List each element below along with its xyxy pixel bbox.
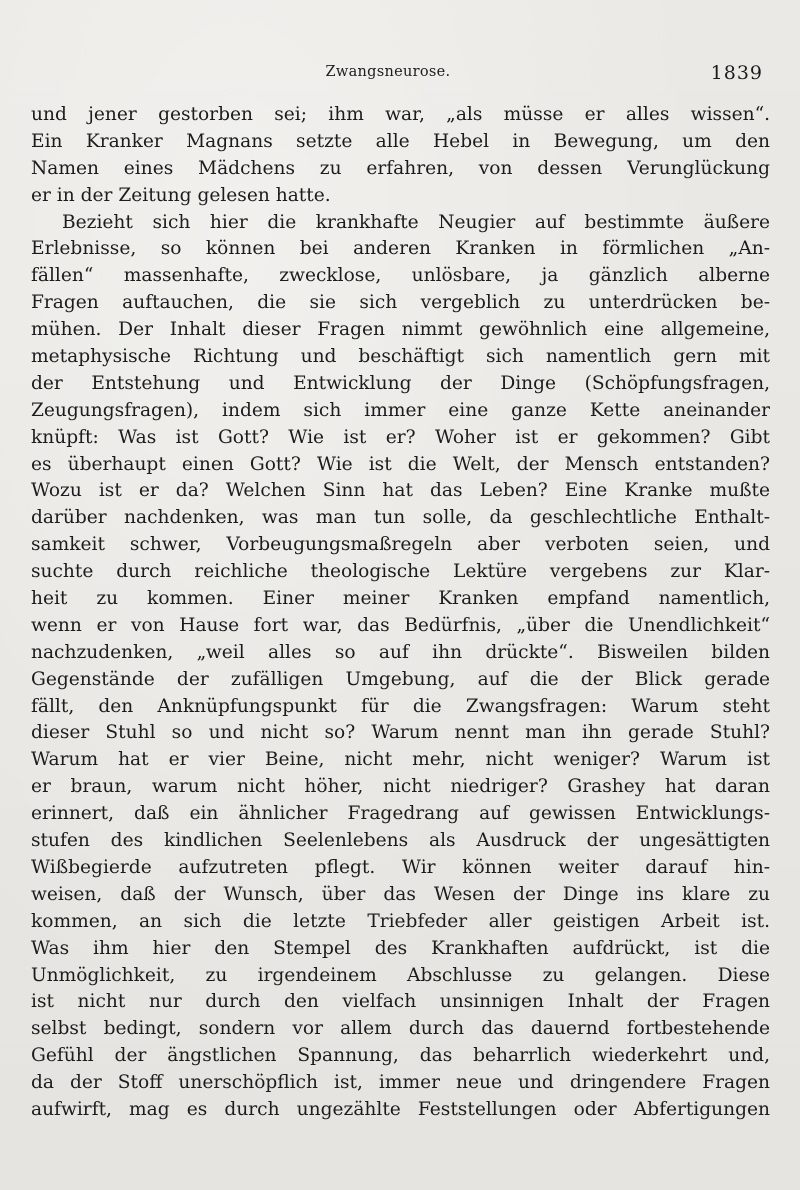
text-line: darüber nachdenken, was man tun solle, da geschlechtliche Enthalt- xyxy=(31,507,770,529)
text-line: weisen, daß der Wunsch, über das Wesen der Dinge ins klare zu xyxy=(31,883,770,905)
text-line: ist nicht nur durch den vielfach unsinnigen Inhalt der Fragen xyxy=(31,991,770,1013)
running-head: Zwangsneurose. xyxy=(325,64,451,80)
body-text xyxy=(31,102,770,1124)
text-line: Ein Kranker Magnans setzte alle Hebel in Bewegung, um den xyxy=(31,130,770,152)
text-line: es überhaupt einen Gott? Wie ist die Welt, der Mensch entstanden? xyxy=(31,453,770,475)
text-line: und jener gestorben sei; ihm war, „als müsse er alles wissen“. xyxy=(31,104,770,125)
text-line: knüpft: Was ist Gott? Wie ist er? Woher ist er gekommen? Gibt xyxy=(31,426,770,448)
text-line: Erlebnisse, so können bei anderen Kranken in förmlichen „An- xyxy=(31,238,770,260)
page-header xyxy=(0,62,800,86)
text-line: Unmöglichkeit, zu irgendeinem Abschlusse zu gelangen. Diese xyxy=(31,964,770,986)
text-line: aufwirft, mag es durch ungezählte Feststellungen oder Abfertigungen xyxy=(31,1098,770,1120)
text-line: er braun, warum nicht höher, nicht niedriger? Grashey hat daran xyxy=(31,776,770,798)
text-line: fällen“ massenhafte, zwecklose, unlösbare, ja gänzlich alberne xyxy=(31,265,770,287)
text-line: Wozu ist er da? Welchen Sinn hat das Leben? Eine Kranke mußte xyxy=(31,480,770,502)
text-line: kommen, an sich die letzte Triebfeder aller geistigen Arbeit ist. xyxy=(31,910,770,932)
text-line: Bezieht sich hier die krankhafte Neugier auf bestimmte äußere xyxy=(62,211,770,233)
text-line: heit zu kommen. Einer meiner Kranken empfand namentlich, xyxy=(31,588,770,610)
text-line: da der Stoff unerschöpflich ist, immer neue und dringendere Fragen xyxy=(31,1072,770,1094)
text-line: stufen des kindlichen Seelenlebens als Ausdruck der ungesättigten xyxy=(31,830,770,852)
text-line: Gegenstände der zufälligen Umgebung, auf die der Blick gerade xyxy=(31,668,770,690)
text-line: Zeugungsfragen), indem sich immer eine ganze Kette aneinander xyxy=(31,399,770,421)
text-line: Fragen auftauchen, die sie sich vergeblich zu unterdrücken be- xyxy=(31,292,770,314)
text-line: er in der Zeitung gelesen hatte. xyxy=(31,184,331,206)
text-line: Warum hat er vier Beine, nicht mehr, nicht weniger? Warum ist xyxy=(31,749,770,771)
text-line: Wißbegierde aufzutreten pflegt. Wir können weiter darauf hin- xyxy=(31,856,770,878)
text-line: mühen. Der Inhalt dieser Fragen nimmt gewöhnlich eine allgemeine, xyxy=(31,319,770,341)
text-line: Gefühl der ängstlichen Spannung, das beharrlich wiederkehrt und, xyxy=(31,1045,770,1067)
text-line: fällt, den Anknüpfungspunkt für die Zwangsfragen: Warum steht xyxy=(31,695,770,717)
text-line: erinnert, daß ein ähnlicher Fragedrang auf gewissen Entwicklungs- xyxy=(31,803,770,825)
page-number: 1839 xyxy=(710,62,763,84)
text-line: suchte durch reichliche theologische Lektüre vergebens zur Klar- xyxy=(31,561,770,583)
text-line: selbst bedingt, sondern vor allem durch das dauernd fortbestehende xyxy=(31,1018,770,1040)
text-line: samkeit schwer, Vorbeugungsmaßregeln aber verboten seien, und xyxy=(31,534,770,556)
text-line: Namen eines Mädchens zu erfahren, von dessen Verunglückung xyxy=(31,157,770,179)
text-line: dieser Stuhl so und nicht so? Warum nennt man ihn gerade Stuhl? xyxy=(31,722,770,744)
text-line: nachzudenken, „weil alles so auf ihn drückte“. Bisweilen bilden xyxy=(31,641,770,663)
text-line: Was ihm hier den Stempel des Krankhaften aufdrückt, ist die xyxy=(31,937,770,959)
text-line: metaphysische Richtung und beschäftigt sich namentlich gern mit xyxy=(31,346,770,368)
text-line: der Entstehung und Entwicklung der Dinge (Schöpfungsfragen, xyxy=(31,372,770,394)
text-line: wenn er von Hause fort war, das Bedürfnis, „über die Unendlichkeit“ xyxy=(31,614,770,636)
